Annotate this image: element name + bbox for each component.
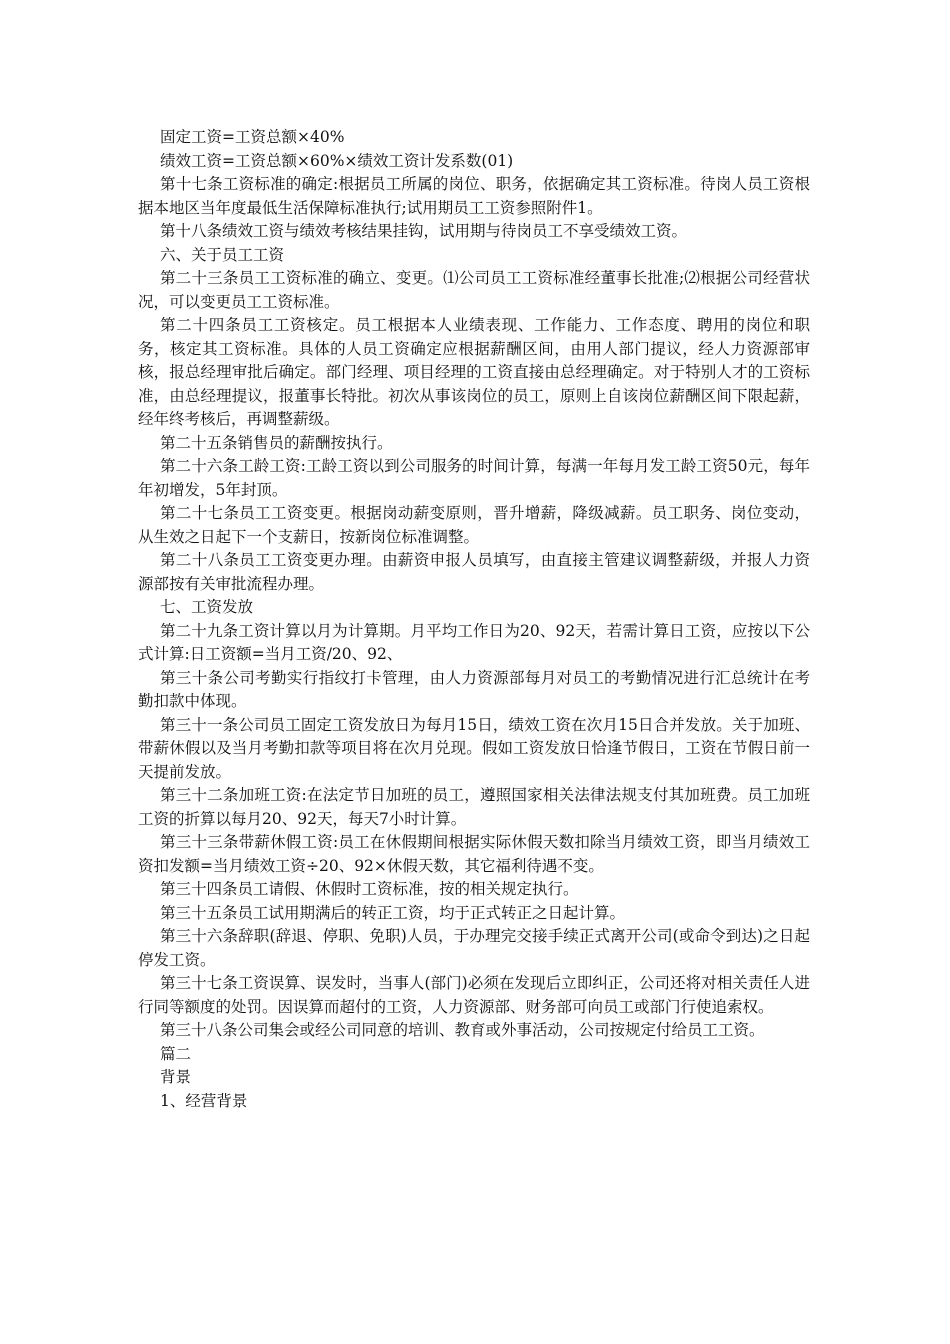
document-body xyxy=(138,126,810,1113)
paragraph: 固定工资=工资总额×40% xyxy=(160,128,345,146)
paragraph: 第三十条公司考勤实行指纹打卡管理，由人力资源部每月对员工的考勤情况进行汇总统计在考勤扣款中体现。 xyxy=(138,668,810,710)
paragraph: 第三十八条公司集会或经公司同意的培训、教育或外事活动，公司按规定付给员工工资。 xyxy=(160,1021,765,1039)
paragraph: 第三十六条辞职(辞退、停职、免职)人员，于办理完交接手续正式离开公司(或命令到达)之日起停发工资。 xyxy=(138,927,810,969)
paragraph: 第三十三条带薪休假工资:员工在休假期间根据实际休假天数扣除当月绩效工资，即当月绩效工资扣发额=当月绩效工资÷20、92×休假天数，其它福利待遇不变。 xyxy=(138,833,810,875)
paragraph: 第二十五条销售员的薪酬按执行。 xyxy=(160,433,393,452)
paragraph: 第三十一条公司员工固定工资发放日为每月15日，绩效工资在次月15日合并发放。关于加班、带薪休假以及当月考勤扣款等项目将在次月兑现。假如工资发放日恰逢节假日，工资在节假日前一天提前发放。 xyxy=(138,715,810,781)
section-heading: 篇二 xyxy=(160,1044,192,1063)
paragraph: 第二十四条员工工资核定。员工根据本人业绩表现、工作能力、工作态度、聘用的岗位和职务，核定其工资标准。具体的人员工资确定应根据薪酬区间，由用人部门提议，经人力资源部审核，报总经理审批后确定。部门经理、项目经理的工资直接由总经理确定。对于特别人才的工资标准，由总经理提议，报董事长特批。初次从事该岗位的员工，原则上自该岗位薪酬区间下限起薪，经年终考核后，再调整薪级。 xyxy=(138,316,810,428)
section-heading: 背景 xyxy=(160,1068,192,1086)
paragraph: 第二十七条员工工资变更。根据岗动薪变原则，晋升增薪，降级减薪。员工职务、岗位变动，从生效之日起下一个支薪日，按新岗位标准调整。 xyxy=(138,504,810,546)
paragraph: 第十八条绩效工资与绩效考核结果挂钩，试用期与待岗员工不享受绩效工资。 xyxy=(160,222,688,240)
section-heading: 七、工资发放 xyxy=(160,598,254,616)
paragraph: 第十七条工资标准的确定:根据员工所属的岗位、职务，依据确定其工资标准。待岗人员工资根据本地区当年度最低生活保障标准执行;试用期员工工资参照附件1。 xyxy=(138,175,810,217)
paragraph: 第二十六条工龄工资:工龄工资以到公司服务的时间计算，每满一年每月发工龄工资50元，每年年初增发，5年封顶。 xyxy=(138,457,810,499)
section-heading: 六、关于员工工资 xyxy=(160,245,285,264)
paragraph: 第三十七条工资误算、误发时，当事人(部门)必须在发现后立即纠正，公司还将对相关责任人进行同等额度的处罚。因误算而超付的工资，人力资源部、财务部可向员工或部门行使追索权。 xyxy=(138,974,810,1016)
paragraph: 绩效工资=工资总额×60%×绩效工资计发系数(01) xyxy=(160,151,514,170)
paragraph: 第二十八条员工工资变更办理。由薪资申报人员填写，由直接主管建议调整薪级，并报人力资源部按有关审批流程办理。 xyxy=(138,551,810,593)
paragraph: 第二十九条工资计算以月为计算期。月平均工作日为20、92天，若需计算日工资，应按以下公式计算:日工资额=当月工资/20、92、 xyxy=(138,621,810,663)
paragraph: 第二十三条员工工资标准的确立、变更。⑴公司员工工资标准经董事长批准;⑵根据公司经营状况，可以变更员工工资标准。 xyxy=(138,269,810,311)
paragraph: 第三十五条员工试用期满后的转正工资，均于正式转正之日起计算。 xyxy=(160,903,626,922)
section-heading: 1、经营背景 xyxy=(160,1091,248,1110)
paragraph: 第三十四条员工请假、休假时工资标准，按的相关规定执行。 xyxy=(160,880,579,898)
paragraph: 第三十二条加班工资:在法定节日加班的员工，遵照国家相关法律法规支付其加班费。员工加班工资的折算以每月20、92天，每天7小时计算。 xyxy=(138,786,810,828)
